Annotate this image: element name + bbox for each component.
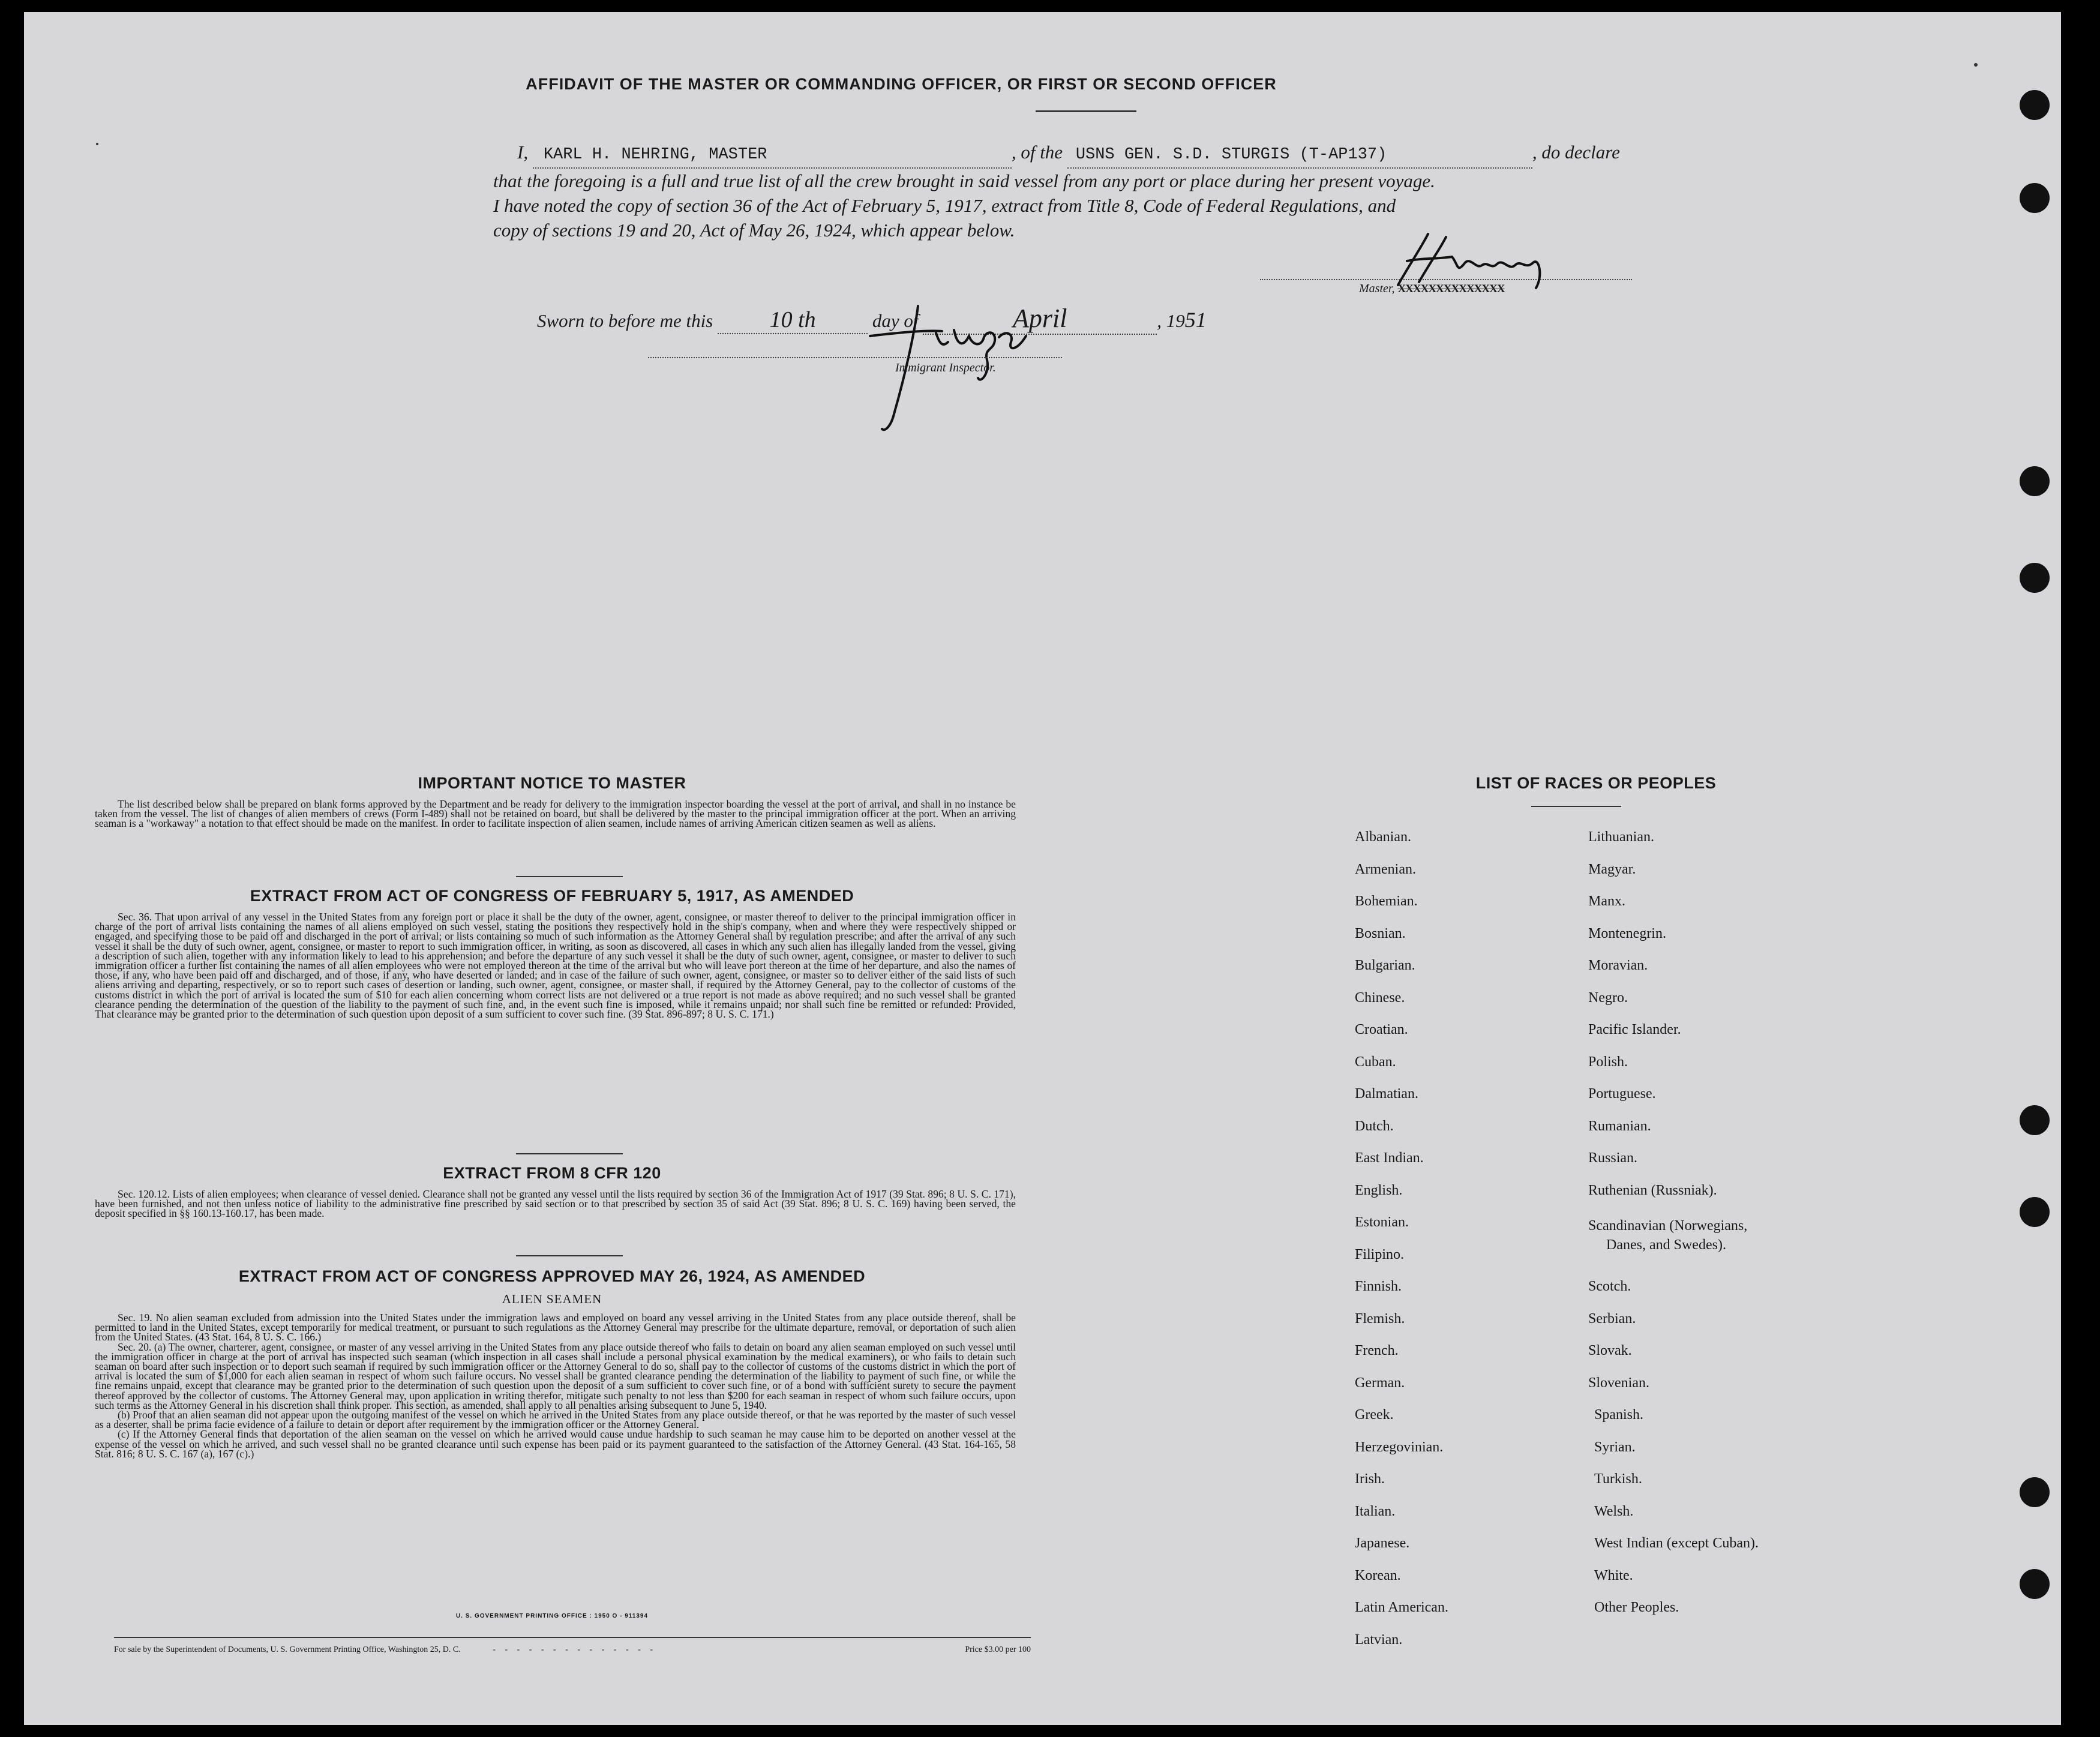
race-item: Filipino. bbox=[1355, 1246, 1405, 1262]
declaration-i: I, bbox=[517, 142, 529, 163]
punch-hole bbox=[2020, 183, 2050, 213]
title-rule bbox=[1036, 110, 1136, 112]
document-page bbox=[24, 12, 2061, 1725]
notice-title: IMPORTANT NOTICE TO MASTER bbox=[418, 774, 686, 792]
race-item: Croatian. bbox=[1355, 1022, 1408, 1037]
race-item: West Indian (except Cuban). bbox=[1594, 1535, 1759, 1551]
master-name-value: KARL H. NEHRING, MASTER bbox=[543, 146, 767, 164]
race-item: Turkish. bbox=[1594, 1471, 1642, 1487]
race-item: Polish. bbox=[1588, 1054, 1628, 1070]
master-struck-title: XXXXXXXXXXXXXX bbox=[1397, 283, 1505, 295]
of-the-text: , of the bbox=[1011, 142, 1063, 163]
master-name-field bbox=[533, 140, 1012, 169]
race-item: Rumanian. bbox=[1588, 1118, 1651, 1134]
race-item: East Indian. bbox=[1355, 1150, 1424, 1166]
punch-hole bbox=[2020, 466, 2050, 496]
extract-1917-body: Sec. 36. That upon arrival of any vessel in the United States from any foreign port or place it shall be the duty of the owner, agent, consignee, or master thereof to deliver to the principal immigration officer in charge of the port of arrival lists containing the names of all aliens employed on such vessel, stating the positions they respectively hold in the ship's company, when and where they were respectively shipped or engaged, and specifying those to be paid off and discharged in the port of arrival; or lists containing so much of such information as the Attorney General shall by regulation prescribe; and after the arrival of any such vessel it shall be the duty of such owner, agent, consignee, or master to report to such immigration officer, in writing, as soon as discovered, all cases in which any such alien has illegally landed from the vessel, giving a description of such alien, together with any information likely to lead to his apprehension; and before the departure of any such vessel it shall be the duty of such owner, agent, consignee, or master to deliver to such immigration officer a further list containing the names of all alien employees who were not employed thereon at the time of the arrival but who will leave port thereon at the time of her departure, and also the names of those, if any, who have been paid off and discharged, and of those, if any, who have deserted or landed; and in case of the failure of such owner, agent, consignee, or master so to deliver either of the said lists of such aliens arriving and departing, respectively, or so to report such cases of desertion or landing, such owner, agent, consignee, or master shall, if required by the Attorney General, pay to the collector of customs of the customs district in which the port of arrival is located the sum of $10 for each alien concerning whom correct lists are not delivered or a true report is not made as above required; and no such vessel shall be granted clearance pending the determination of the question of the liability to the payment of such fine, and, in the event such fine is imposed, while it remains unpaid; nor shall such fine be remitted or refunded: Provided, That clearance may be granted prior to the determination of such question upon deposit of a sum sufficient to cover such fine. (39 Stat. 896-897; 8 U. S. C. 171.) bbox=[95, 911, 1016, 1021]
race-item: Japanese. bbox=[1355, 1535, 1410, 1551]
race-item: Latin American. bbox=[1355, 1600, 1448, 1615]
master-title bbox=[1359, 282, 1505, 296]
affidavit-title: AFFIDAVIT OF THE MASTER OR COMMANDING OFFICER, OR FIRST OR SECOND OFFICER bbox=[526, 75, 1277, 93]
speck bbox=[1974, 63, 1978, 67]
price-text: Price $3.00 per 100 bbox=[965, 1645, 1031, 1654]
race-item: English. bbox=[1355, 1182, 1403, 1198]
extract-8cfr-rule bbox=[516, 1255, 623, 1256]
notice-rule bbox=[516, 876, 623, 877]
footer-line bbox=[114, 1645, 1031, 1655]
race-item: Greek. bbox=[1355, 1407, 1394, 1423]
race-item: Latvian. bbox=[1355, 1631, 1403, 1648]
month-value: April bbox=[1012, 304, 1067, 333]
punch-hole bbox=[2020, 90, 2050, 120]
speck bbox=[96, 143, 98, 145]
punch-hole bbox=[2020, 1197, 2050, 1227]
sec20b-text: (b) Proof that an alien seaman did not appear upon the outgoing manifest of the vessel on which he arrived in the United States from any place outside thereof, or that he was reported by the master of such vessel as a deserter, shall be prima facie evidence of a failure to detain or deport after requirement by the immigration officer or the Attorney General. bbox=[95, 1409, 1016, 1431]
notice-body: The list described below shall be prepared on blank forms approved by the Department and be ready for delivery to the immigration inspector boarding the vessel at the port of arrival, and shall in no instance be taken from the vessel. The list of changes of alien members of crews (Form I-489) shall not be retained on board, but shall be delivered by the master to the principal immigration officer at the port. When an arriving seaman is a "workaway" a notation to that effect should be made on the manifest. In order to facilitate inspection of alien seamen, include names of arriving American citizen seamen as well as aliens. bbox=[95, 798, 1016, 830]
race-item: Chinese. bbox=[1355, 989, 1405, 1006]
race-item: Moravian. bbox=[1588, 958, 1648, 973]
race-item: Negro. bbox=[1588, 989, 1628, 1006]
race-item: Scandinavian (Norwegians, bbox=[1588, 1218, 1748, 1234]
vessel-field bbox=[1067, 140, 1532, 169]
race-item: Korean. bbox=[1355, 1567, 1401, 1583]
day-value: 10 th bbox=[769, 307, 816, 332]
sec19-text: Sec. 19. No alien seaman excluded from admission into the United States under the immigration laws and employed on board any vessel arriving in the United States from any place outside thereof, shall be permitted to land in the United States, except temporarily for medical treatment, or pursuant to such regulations as the Attorney General may prescribe for the ultimate departure, removal, or deportation of such alien from the United States. (43 Stat. 164, 8 U. S. C. 166.) bbox=[95, 1312, 1016, 1343]
punch-hole bbox=[2020, 1105, 2050, 1135]
extract-8cfr-title: EXTRACT FROM 8 CFR 120 bbox=[443, 1164, 661, 1182]
footer-rule bbox=[114, 1637, 1031, 1638]
vessel-value: USNS GEN. S.D. STURGIS (T-AP137) bbox=[1075, 146, 1387, 164]
race-item: Dalmatian. bbox=[1355, 1086, 1418, 1102]
declaration-line-1 bbox=[493, 140, 1651, 169]
declaration-block bbox=[493, 140, 1651, 242]
declaration-line-2: that the foregoing is a full and true list of all the crew brought in said vessel from any port or place during her present voyage. bbox=[493, 170, 1435, 191]
race-item: Flemish. bbox=[1355, 1310, 1405, 1327]
race-item: French. bbox=[1355, 1343, 1399, 1358]
race-item: Ruthenian (Russniak). bbox=[1588, 1182, 1717, 1198]
race-item: Slovak. bbox=[1588, 1343, 1632, 1358]
race-item: Bohemian. bbox=[1355, 893, 1418, 909]
race-item: Herzegovinian. bbox=[1355, 1439, 1444, 1455]
race-item: Slovenian. bbox=[1588, 1375, 1649, 1391]
race-item: German. bbox=[1355, 1375, 1405, 1391]
races-title: LIST OF RACES OR PEOPLES bbox=[1475, 774, 1717, 792]
sworn-text: Sworn to before me this bbox=[537, 310, 713, 331]
gpo-imprint: U. S. GOVERNMENT PRINTING OFFICE : 1950 O - 911394 bbox=[455, 1613, 649, 1619]
race-item: Other Peoples. bbox=[1594, 1600, 1679, 1615]
sale-text: For sale by the Superintendent of Documents, U. S. Government Printing Office, Washington 25, D. C. bbox=[114, 1645, 461, 1654]
extract-1924-title: EXTRACT FROM ACT OF CONGRESS APPROVED MAY 26, 1924, AS AMENDED bbox=[238, 1267, 866, 1285]
races-right-column bbox=[1588, 829, 1759, 1632]
extract-8cfr-body: Sec. 120.12. Lists of alien employees; when clearance of vessel denied. Clearance shall not be granted any vessel until the lists required by section 36 of the Immigration Act of 1917 (39 Stat. 896; 8 U. S. C. 171), have been furnished, and not then unless notice of liability to the administrative fine prescribed by said section or to that prescribed by section 35 of said Act (39 Stat. 896; 8 U. S. C. 169) having been served, the deposit specified in §§ 160.13-160.17, has been made. bbox=[95, 1188, 1016, 1220]
punch-hole bbox=[2020, 1477, 2050, 1507]
year-value: 51 bbox=[1184, 308, 1207, 332]
race-item: Pacific Islander. bbox=[1588, 1022, 1681, 1037]
master-label: Master, bbox=[1359, 282, 1395, 295]
race-item: Estonian. bbox=[1355, 1214, 1409, 1230]
races-left-column bbox=[1355, 829, 1448, 1664]
inspector-signature-line bbox=[648, 357, 1062, 358]
extract-1924-body bbox=[95, 1313, 1016, 1459]
race-item: Magyar. bbox=[1588, 861, 1636, 877]
punch-hole bbox=[2020, 1569, 2050, 1599]
race-item: Dutch. bbox=[1355, 1118, 1394, 1134]
sale-dashes: - - - - - - - - - - - - - - bbox=[493, 1645, 657, 1654]
race-item: White. bbox=[1594, 1567, 1633, 1583]
punch-hole bbox=[2020, 563, 2050, 593]
declaration-line-3: I have noted the copy of section 36 of the Act of February 5, 1917, extract from Title 8, Code of Federal Regulations, and bbox=[493, 195, 1396, 216]
do-declare-text: , do declare bbox=[1532, 142, 1620, 163]
race-item: Danes, and Swedes). bbox=[1606, 1237, 1726, 1253]
race-item: Bosnian. bbox=[1355, 925, 1406, 941]
race-item: Spanish. bbox=[1594, 1407, 1644, 1423]
races-rule bbox=[1531, 806, 1621, 807]
extract-1917-rule bbox=[516, 1153, 623, 1154]
inspector-label: Immigrant Inspector. bbox=[895, 361, 996, 374]
race-item: Armenian. bbox=[1355, 861, 1416, 877]
extract-1917-title: EXTRACT FROM ACT OF CONGRESS OF FEBRUARY 5, 1917, AS AMENDED bbox=[250, 887, 854, 905]
sec20-text: Sec. 20. (a) The owner, charterer, agent, consignee, or master of any vessel arriving in the United States from any place outside thereof who fails to detain on board any alien seaman employed on such vessel until the immigration officer in charge at the port of arrival has inspected such seaman (which inspection in all cases shall include a personal physical examination by the medical examiners), or who fails to detain such seaman on board after such inspection or to deport such seaman if required by such immigration officer or the Attorney General to do so, shall pay to the collector of customs of the customs district in which the port of arrival is located the sum of $1,000 for each alien seaman in respect of whom such failure occurs. No vessel shall be granted clearance pending the determination of the liability to payment of such fine, or while the fine remains unpaid, except that clearance may be granted prior to the determination of such question upon the deposit of a sum sufficient to cover such fine, or of a bond with sufficient surety to secure the payment thereof approved by the collector of customs. The Attorney General may, upon application in writing therefor, mitigate such penalty to not less than $200 for each seaman in respect of whom such failure occurs, upon such terms as the Attorney General in his discretion shall think proper. This section, as amended, shall apply to all penalties arising subsequent to June 5, 1940. bbox=[95, 1340, 1016, 1411]
race-item: Montenegrin. bbox=[1588, 925, 1666, 941]
race-item: Russian. bbox=[1588, 1150, 1638, 1166]
race-item: Irish. bbox=[1355, 1471, 1385, 1487]
race-item: Bulgarian. bbox=[1355, 958, 1415, 973]
race-item: Welsh. bbox=[1594, 1503, 1634, 1519]
extract-1924-subtitle: ALIEN SEAMEN bbox=[502, 1292, 602, 1306]
race-item: Albanian. bbox=[1355, 829, 1411, 845]
race-item: Serbian. bbox=[1588, 1310, 1636, 1327]
declaration-line-4: copy of sections 19 and 20, Act of May 26, 1924, which appear below. bbox=[493, 220, 1015, 241]
race-item: Portuguese. bbox=[1588, 1086, 1656, 1102]
race-item: Manx. bbox=[1588, 893, 1625, 909]
race-item: Italian. bbox=[1355, 1503, 1396, 1519]
race-item: Lithuanian. bbox=[1588, 829, 1654, 845]
year-prefix: , 19 bbox=[1157, 310, 1185, 331]
race-item: Cuban. bbox=[1355, 1054, 1396, 1070]
sec20c-text: (c) If the Attorney General finds that deportation of the alien seaman on the vessel on which he arrived would cause undue hardship to such seaman he may cause him to be deported on another vessel at the expense of the vessel on which he arrived, and such vessel shall no be granted clearance until such expense has been paid or its payment guaranteed to the satisfaction of the Attorney General. (43 Stat. 164-165, 58 Stat. 816; 8 U. S. C. 167 (a), 167 (c).) bbox=[95, 1428, 1016, 1460]
race-item: Finnish. bbox=[1355, 1279, 1402, 1294]
day-of-text: day of bbox=[872, 310, 919, 331]
race-item: Scotch. bbox=[1588, 1279, 1631, 1294]
race-item: Syrian. bbox=[1594, 1439, 1636, 1455]
